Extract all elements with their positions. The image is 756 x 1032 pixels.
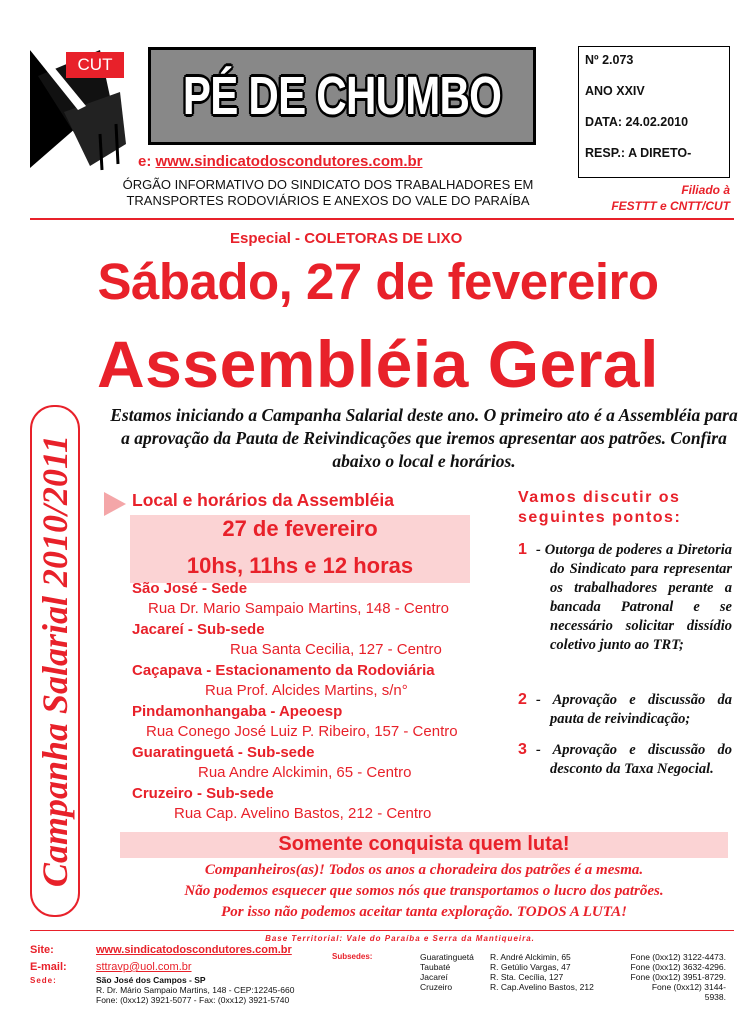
closing-line-2: Não podemos esquecer que somos nós que transportamos o lucro dos patrões. bbox=[184, 883, 664, 899]
location-name: Jacareí - Sub-sede bbox=[132, 621, 265, 638]
location-name: São José - Sede bbox=[132, 580, 248, 597]
footer-sede-phone: Fone: (0xx12) 3921-5077 - Fax: (0xx12) 3921-5740 bbox=[96, 995, 290, 1005]
divider bbox=[30, 930, 734, 931]
subsede-phone-continued: 5938. bbox=[704, 992, 726, 1002]
subsede-city: Jacareí bbox=[420, 972, 448, 982]
location-name: Guaratinguetá - Sub-sede bbox=[132, 744, 315, 761]
location-address: Rua Santa Cecilia, 127 - Centro bbox=[230, 641, 442, 658]
subsede-city: Taubaté bbox=[420, 962, 451, 972]
footer-subsedes-label: Subsedes: bbox=[332, 952, 373, 961]
affiliation-line-2: FESTTT e CNTT/CUT bbox=[611, 199, 730, 213]
slogan: Somente conquista quem luta! bbox=[278, 833, 570, 855]
site-prefix: e: bbox=[138, 153, 156, 170]
discussion-point bbox=[518, 740, 732, 779]
cut-badge: CUT bbox=[66, 52, 124, 78]
subsede-address: R. Cap.Avelino Bastos, 212 bbox=[490, 982, 594, 992]
special-label: Especial - COLETORAS DE LIXO bbox=[230, 230, 463, 247]
subsede-address: R. Getúlio Vargas, 47 bbox=[490, 962, 571, 972]
subsede-phone: Fone (0xx12) 3951-8729. bbox=[630, 972, 726, 982]
org-line-1: ÓRGÃO INFORMATIVO DO SINDICATO DOS TRABALHADORES EM bbox=[122, 177, 534, 192]
site-link[interactable]: www.sindicatodoscondutores.com.br bbox=[155, 153, 423, 170]
issue-number: Nº 2.073 bbox=[585, 53, 634, 67]
footer-site-label: Site: bbox=[30, 944, 54, 956]
issue-resp: RESP.: A DIRETO- bbox=[585, 146, 692, 160]
headline-title: Assembléia Geral bbox=[97, 327, 659, 401]
point-text: - Aprovação e discussão da pauta de reivindicação; bbox=[536, 692, 732, 727]
point-number: 3 bbox=[518, 741, 527, 758]
subsede-city: Cruzeiro bbox=[420, 982, 453, 992]
divider bbox=[30, 218, 734, 220]
discussion-point bbox=[518, 540, 732, 655]
location-address: Rua Conego José Luiz P. Ribeiro, 157 - Centro bbox=[146, 723, 458, 740]
point-number: 1 bbox=[518, 541, 527, 558]
subsede-city: Guaratinguetá bbox=[420, 952, 474, 962]
footer-site-link[interactable]: www.sindicatodoscondutores.com.br bbox=[96, 944, 292, 956]
issue-year: ANO XXIV bbox=[585, 84, 645, 98]
org-description bbox=[80, 177, 576, 209]
schedule-date: 27 de fevereiro bbox=[222, 516, 378, 541]
affiliation-line-1: Filiado à bbox=[681, 183, 730, 197]
schedule-title: Local e horários da Assembléia bbox=[132, 490, 394, 510]
headline-date: Sábado, 27 de fevereiro bbox=[97, 253, 659, 310]
closing-line-3: Por isso não podemos aceitar tanta exploração. TODOS A LUTA! bbox=[221, 904, 627, 920]
subsede-phone: Fone (0xx12) 3122-4473. bbox=[630, 952, 726, 962]
location-address: Rua Dr. Mario Sampaio Martins, 148 - Centro bbox=[148, 600, 449, 617]
subsede-address: R. André Alckimin, 65 bbox=[490, 952, 571, 962]
point-number: 2 bbox=[518, 691, 527, 708]
footer-sede-address: R. Dr. Mário Sampaio Martins, 148 - CEP:12245-660 bbox=[96, 985, 295, 995]
location-name: Pindamonhangaba - Apeoesp bbox=[132, 703, 343, 720]
footer-sede-city: São José dos Campos - SP bbox=[96, 975, 206, 985]
affiliation bbox=[580, 182, 730, 214]
arrow-right-icon bbox=[104, 492, 126, 516]
newspaper-title: PÉ DE CHUMBO bbox=[182, 66, 502, 126]
footer-email-label: E-mail: bbox=[30, 961, 67, 973]
intro-paragraph: Estamos iniciando a Campanha Salarial deste ano. O primeiro ato é a Assembléia para a aprovação da Pauta de Reivindicações que iremos apresentar aos patrões. Confira abaixo o local e horários. bbox=[110, 405, 738, 471]
site-line bbox=[138, 153, 423, 170]
location-name: Cruzeiro - Sub-sede bbox=[132, 785, 274, 802]
location-name: Caçapava - Estacionamento da Rodoviária bbox=[132, 662, 435, 679]
closing-line-1: Companheiros(as)! Todos os anos a choradeira dos patrões é a mesma. bbox=[204, 862, 644, 878]
subsede-address: R. Sta. Cecília, 127 bbox=[490, 972, 564, 982]
point-text: - Aprovação e discussão do desconto da Taxa Negocial. bbox=[536, 742, 732, 777]
subsede-phone: Fone (0xx12) 3144- bbox=[651, 982, 726, 992]
campaign-vertical-badge bbox=[30, 405, 80, 917]
newspaper-title-box bbox=[148, 47, 536, 145]
issue-date: DATA: 24.02.2010 bbox=[585, 115, 689, 129]
discussion-point bbox=[518, 690, 732, 729]
org-line-2: TRANSPORTES RODOVIÁRIOS E ANEXOS DO VALE DO PARAÍBA bbox=[126, 193, 530, 208]
discussion-title: Vamos discutir os seguintes pontos: bbox=[518, 489, 682, 526]
location-address: Rua Cap. Avelino Bastos, 212 - Centro bbox=[174, 805, 432, 822]
issue-info-box bbox=[578, 46, 730, 178]
subsede-phone: Fone (0xx12) 3632-4296. bbox=[630, 962, 726, 972]
campaign-vertical-text: Campanha Salarial 2010/2011 bbox=[35, 434, 75, 888]
closing-paragraph bbox=[110, 860, 738, 923]
territorial-base: Base Territorial: Vale do Paraíba e Serra da Mantiqueira. bbox=[265, 934, 535, 943]
point-text: - Outorga de poderes a Diretoria do Sindicato para representar os trabalhadores perante a bancada Patronal e se necessário solicitar dissídio coletivo junto ao TRT; bbox=[536, 542, 732, 653]
location-address: Rua Prof. Alcides Martins, s/n° bbox=[205, 682, 408, 699]
footer-sede-label: Sede: bbox=[30, 976, 57, 985]
schedule-hours: 10hs, 11hs e 12 horas bbox=[186, 553, 414, 578]
location-address: Rua Andre Alckimin, 65 - Centro bbox=[198, 764, 412, 781]
footer-email-link[interactable]: sttravp@uol.com.br bbox=[96, 961, 192, 973]
